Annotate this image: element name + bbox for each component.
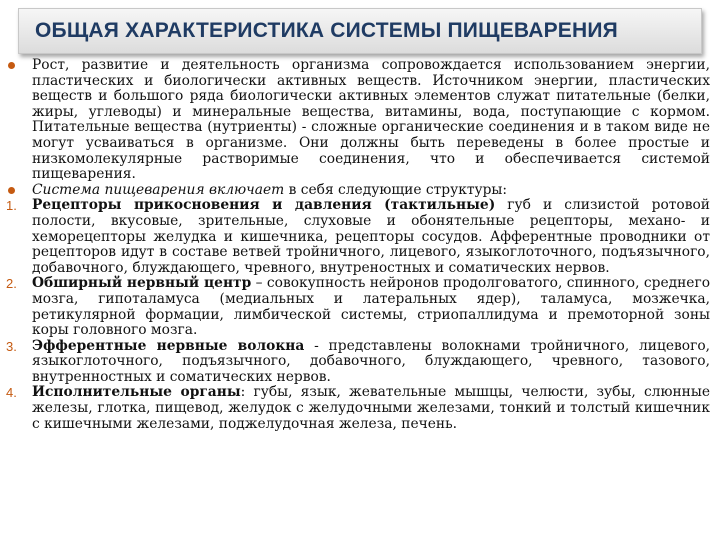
item-heading: Рецепторы прикосновения и давления (тактильные) bbox=[32, 197, 496, 214]
bullet-italic-text: Система пищеварения включает bbox=[32, 181, 285, 198]
bullet-item bbox=[6, 183, 710, 199]
item-number: 1. bbox=[6, 198, 17, 214]
title-banner bbox=[18, 8, 702, 54]
numbered-item bbox=[6, 385, 710, 432]
item-text: – совокупность нейронов продолговатого, спинного, среднего мозга, гипоталамуса (медиальных и латеральных ядер), таламуса, мозжечка, ретикулярной формации, лимбической системы, стриопаллидума и премоторной зоны коры головного мозга. bbox=[32, 275, 711, 339]
item-text: : губы, язык, жевательные мышцы, челюсти, зубы, слюнные железы, глотка, пищевод, желудок с желудочными железами, тонкий и толстый кишечник с кишечными железами, поджелудочная железа, печень. bbox=[32, 384, 710, 432]
bullet-text: Рост, развитие и деятельность организма сопровождается использованием энергии, пластических и биологически активных веществ. Источником энергии, пластических веществ и большого ряда биологически активных элементов служат питательные (белки, жиры, углеводы) и минеральные вещества, витамины, вода, поступающие с кормом. Питательные вещества (нутриенты) - сложные органические соединения и в таком виде не могут усваиваться в организме. Они должны быть переведены в более простые и низкомолекулярные растворимые соединения, что и обеспечивается системой пищеварения. bbox=[32, 57, 710, 183]
item-text: - представлены волокнами тройничного, лицевого, языкоглоточного, подъязычного, добавочного, блуждающего, чревного, тазового, внутренностных и соматических нервов. bbox=[32, 337, 711, 385]
bullet-icon bbox=[8, 62, 15, 69]
bullet-item bbox=[6, 58, 710, 183]
item-number: 3. bbox=[6, 338, 17, 354]
slide-content bbox=[6, 58, 710, 432]
item-number: 4. bbox=[6, 385, 17, 401]
item-heading: Исполнительные органы bbox=[32, 384, 241, 401]
numbered-item bbox=[6, 339, 710, 386]
numbered-item bbox=[6, 276, 710, 338]
item-heading: Обширный нервный центр bbox=[32, 275, 252, 292]
item-heading: Эфферентные нервные волокна bbox=[32, 337, 305, 354]
bullet-icon bbox=[8, 187, 15, 194]
item-text: губ и слизистой ротовой полости, вкусовые, зрительные, слуховые и обонятельные рецепторы, механо- и хеморецепторы желудка и кишечника, рецепторы сосудов. Афферентные проводники от рецепторов идут в составе ветвей тройничного, лицевого, языкоглоточного, подъязычного, добавочного, блуждающего, чревного, внутреностных и соматических нервов. bbox=[32, 197, 710, 276]
slide-title: ОБЩАЯ ХАРАКТЕРИСТИКА СИСТЕМЫ ПИЩЕВАРЕНИЯ bbox=[35, 19, 618, 42]
numbered-item bbox=[6, 198, 710, 276]
item-number: 2. bbox=[6, 276, 17, 292]
bullet-text: в себя следующие структуры: bbox=[284, 181, 508, 198]
